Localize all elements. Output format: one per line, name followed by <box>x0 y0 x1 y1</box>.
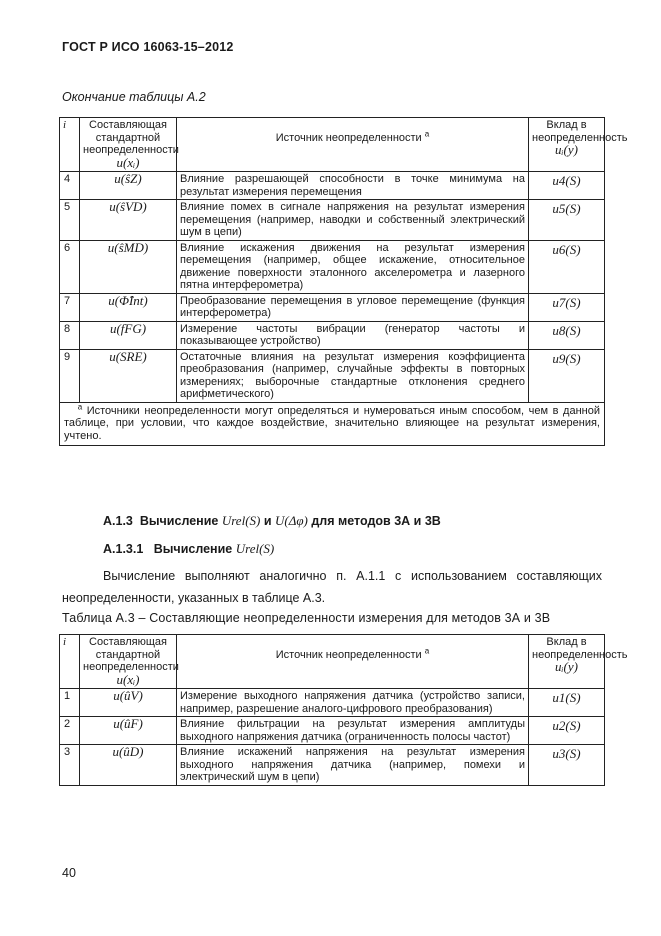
col-header-index: i <box>60 118 80 172</box>
row-index: 2 <box>60 717 80 745</box>
row-index: 1 <box>60 689 80 717</box>
col-header-source <box>177 118 529 172</box>
table-continuation-caption: Окончание таблицы А.2 <box>62 90 206 104</box>
col-header-contribution-symbol: uᵢ(y) <box>555 659 578 674</box>
col-header-component-symbol: u(xᵢ) <box>116 154 140 170</box>
page-number: 40 <box>62 866 76 880</box>
footnote-marker: a <box>424 129 430 139</box>
col-header-source <box>177 635 529 689</box>
col-header-component-label: Составляющая стандартной неопределенности <box>83 119 179 156</box>
row-source: Измерение частоты вибрации (генератор частоты и показывающее устройство) <box>177 321 529 349</box>
section-title-post: для методов 3А и 3В <box>311 514 441 528</box>
table-row <box>60 745 605 786</box>
row-index: 9 <box>60 349 80 402</box>
row-component: u(ûV) <box>80 689 177 717</box>
section-symbol-urel: Urel(S) <box>221 513 261 528</box>
col-header-index: i <box>60 635 80 689</box>
row-component: u(ŝZ) <box>80 172 177 200</box>
row-source: Влияние фильтрации на результат измерения амплитуды выходного напряжения датчика (ограниченность полосы частот) <box>177 717 529 745</box>
row-component: u(SRE) <box>80 349 177 402</box>
row-index: 8 <box>60 321 80 349</box>
table-row <box>60 293 605 321</box>
col-header-contribution-symbol: uᵢ(y) <box>555 142 578 157</box>
row-contribution: u3(S) <box>529 745 605 786</box>
row-contribution: u6(S) <box>529 240 605 293</box>
row-index: 4 <box>60 172 80 200</box>
row-index: 5 <box>60 200 80 241</box>
row-index: 3 <box>60 745 80 786</box>
row-component: u(ŝMD) <box>80 240 177 293</box>
row-index: 6 <box>60 240 80 293</box>
col-header-contribution-label: Вклад в неопределенность <box>532 636 628 661</box>
table-row <box>60 240 605 293</box>
row-source: Преобразование перемещения в угловое перемещение (функция интерферометра) <box>177 293 529 321</box>
table-footnote-row <box>60 402 605 446</box>
row-source: Влияние помех в сигнале напряжения на результат измерения перемещения (например, наводки и собственный электрический шум в цепи) <box>177 200 529 241</box>
col-header-component <box>80 118 177 172</box>
footnote-mark: a <box>77 401 83 411</box>
row-index: 7 <box>60 293 80 321</box>
col-header-component <box>80 635 177 689</box>
footnote-marker: a <box>424 646 430 656</box>
col-header-source-label: Источник неопределенности <box>275 132 422 144</box>
row-contribution: u5(S) <box>529 200 605 241</box>
section-symbol-urel: Urel(S) <box>235 541 275 556</box>
table-row <box>60 321 605 349</box>
col-header-contribution <box>529 118 628 172</box>
row-contribution: u2(S) <box>529 717 605 745</box>
section-conj: и <box>263 514 272 528</box>
col-header-component-symbol: u(xᵢ) <box>116 671 140 687</box>
standard-header: ГОСТ Р ИСО 16063-15–2012 <box>62 40 234 54</box>
footnote-text: Источники неопределенности могут определяться и нумероваться иным способом, чем в данной таблице, при условии, что каждое воздействие, значительно влияющее на результат измерения, учтено. <box>64 404 600 442</box>
table-row <box>60 172 605 200</box>
table-row <box>60 349 605 402</box>
col-header-contribution <box>529 635 628 689</box>
table-a3 <box>59 634 628 786</box>
section-number: А.1.3.1 <box>103 542 144 556</box>
row-source: Влияние искажений напряжения на результат измерения выходного напряжения датчика (например, помехи и электрический шум в цепи) <box>177 745 529 786</box>
section-title-pre: Вычисление <box>153 542 233 556</box>
row-component: u(fFG) <box>80 321 177 349</box>
table-row <box>60 689 605 717</box>
row-source: Влияние разрешающей способности в точке минимума на результат измерения перемещения <box>177 172 529 200</box>
row-source: Влияние искажения движения на результат измерения перемещения (например, общее искажение, относительное движение поверхности эталонного акселерометра и лазерного пятна интерферометра) <box>177 240 529 293</box>
row-contribution: u9(S) <box>529 349 605 402</box>
row-contribution: u4(S) <box>529 172 605 200</box>
row-component: u(ûF) <box>80 717 177 745</box>
section-number: А.1.3 <box>103 514 133 528</box>
row-contribution: u8(S) <box>529 321 605 349</box>
section-heading-a131 <box>103 541 274 557</box>
table-header-row <box>60 118 605 172</box>
section-symbol-udphi: U(Δφ) <box>275 513 308 528</box>
row-component: u(ûD) <box>80 745 177 786</box>
paragraph-text: Вычисление выполняют аналогично п. А.1.1 с использованием составляющих неопределенности, указанных в таблице А.3. <box>62 569 602 605</box>
table-header-row <box>60 635 605 689</box>
col-header-component-label: Составляющая стандартной неопределенности <box>83 636 179 673</box>
row-source: Измерение выходного напряжения датчика (устройство записи, например, разрешение аналого-цифрового преобразования) <box>177 689 529 717</box>
row-component: u(Φ̂Int) <box>80 293 177 321</box>
table-a2 <box>59 117 628 446</box>
body-paragraph <box>62 565 602 609</box>
table-row <box>60 717 605 745</box>
row-source: Остаточные влияния на результат измерения коэффициента преобразования (например, случайные эффекты в повторных измерениях; выборочные стандартные отклонения среднего арифметического) <box>177 349 529 402</box>
row-contribution: u1(S) <box>529 689 605 717</box>
row-contribution: u7(S) <box>529 293 605 321</box>
table-a3-title: Таблица А.3 – Составляющие неопределенности измерения для методов 3А и 3В <box>62 611 551 625</box>
col-header-source-label: Источник неопределенности <box>275 649 422 661</box>
section-heading-a13 <box>103 513 441 529</box>
section-title-pre: Вычисление <box>139 514 219 528</box>
col-header-contribution-label: Вклад в неопределенность <box>532 119 628 144</box>
table-footnote <box>60 402 605 446</box>
row-component: u(ŝVD) <box>80 200 177 241</box>
table-row <box>60 200 605 241</box>
